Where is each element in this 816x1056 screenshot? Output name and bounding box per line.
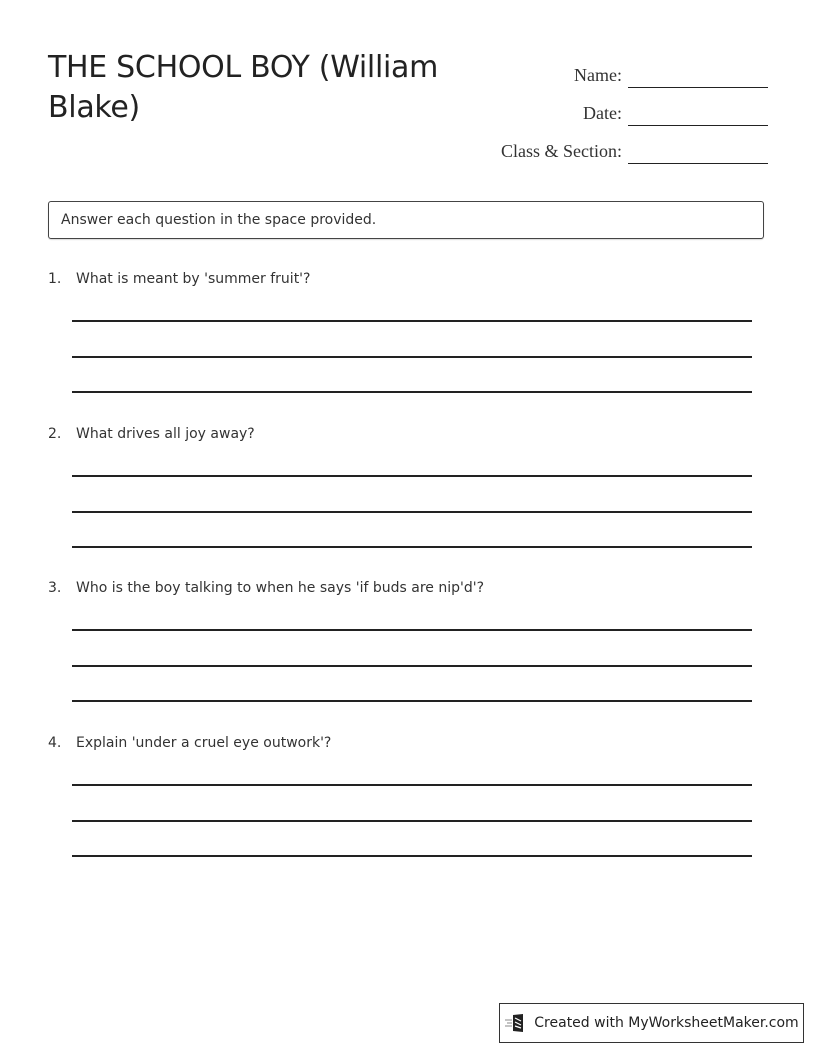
answer-line[interactable] bbox=[72, 820, 752, 822]
question-text: What is meant by 'summer fruit'? bbox=[76, 271, 311, 287]
question-3 bbox=[48, 578, 768, 598]
question-text: Who is the boy talking to when he says 'if buds are nip'd'? bbox=[76, 580, 485, 596]
question-2 bbox=[48, 424, 768, 444]
date-input-line[interactable] bbox=[628, 99, 768, 126]
date-field bbox=[501, 88, 768, 126]
question-number: 1. bbox=[48, 271, 62, 287]
question-1 bbox=[48, 269, 768, 289]
answer-line[interactable] bbox=[72, 391, 752, 393]
answer-line[interactable] bbox=[72, 356, 752, 358]
class-section-label: Class & Section: bbox=[501, 141, 622, 161]
question-number: 4. bbox=[48, 735, 62, 751]
answer-line[interactable] bbox=[72, 475, 752, 477]
name-input-line[interactable] bbox=[628, 61, 768, 88]
class-section-input-line[interactable] bbox=[628, 137, 768, 164]
student-info-fields bbox=[501, 50, 768, 164]
worksheet-logo-icon bbox=[504, 1013, 528, 1033]
class-section-field bbox=[501, 126, 768, 164]
question-4 bbox=[48, 733, 768, 753]
answer-line[interactable] bbox=[72, 629, 752, 631]
answer-line[interactable] bbox=[72, 855, 752, 857]
answer-line[interactable] bbox=[72, 511, 752, 513]
question-number: 2. bbox=[48, 426, 62, 442]
footer-credit[interactable] bbox=[499, 1003, 804, 1043]
name-field bbox=[501, 50, 768, 88]
answer-line[interactable] bbox=[72, 784, 752, 786]
date-label: Date: bbox=[583, 103, 622, 123]
footer-text: Created with MyWorksheetMaker.com bbox=[534, 1015, 799, 1031]
page-title: THE SCHOOL BOY (William Blake) bbox=[48, 50, 439, 125]
name-label: Name: bbox=[574, 65, 622, 85]
instructions-box: Answer each question in the space provided. bbox=[48, 201, 764, 239]
answer-line[interactable] bbox=[72, 320, 752, 322]
answer-line[interactable] bbox=[72, 546, 752, 548]
question-text: What drives all joy away? bbox=[76, 426, 255, 442]
answer-line[interactable] bbox=[72, 665, 752, 667]
question-text: Explain 'under a cruel eye outwork'? bbox=[76, 735, 332, 751]
question-number: 3. bbox=[48, 580, 62, 596]
answer-line[interactable] bbox=[72, 700, 752, 702]
